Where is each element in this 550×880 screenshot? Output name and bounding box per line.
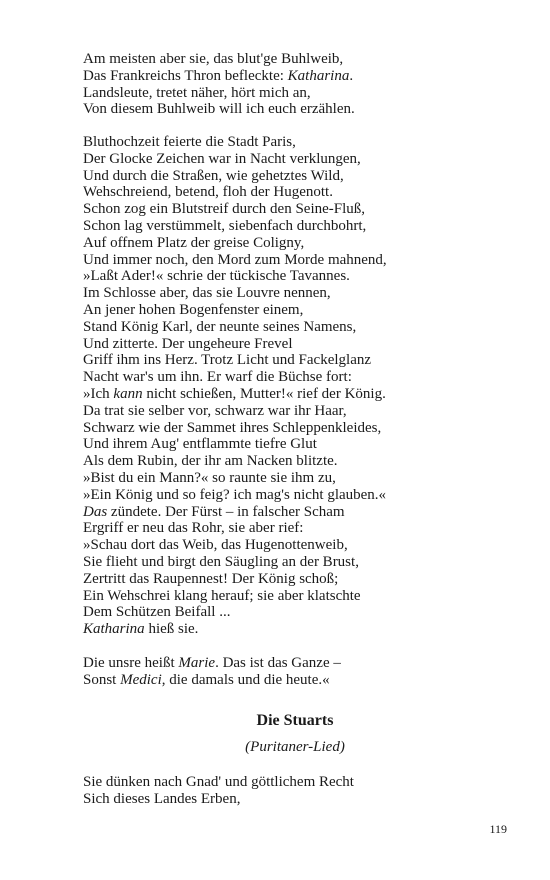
- poem-line: [83, 101, 355, 118]
- poem-line: [83, 554, 387, 571]
- poem-line: [83, 504, 387, 521]
- line-text: Nacht war's um ihn. Er warf die Büchse fort:: [83, 369, 352, 386]
- poem-line: [83, 487, 387, 504]
- page-number: 119: [489, 822, 507, 836]
- poem-line: [83, 319, 387, 336]
- poem-line: [83, 537, 387, 554]
- line-text: Der Glocke Zeichen war in Nacht verklungen,: [83, 150, 361, 167]
- poem-line: [83, 168, 387, 185]
- line-text: Schwarz wie der Sammet ihres Schleppenkleides,: [83, 419, 382, 436]
- line-text: Sie flieht und birgt den Säugling an der Brust,: [83, 553, 359, 570]
- line-text: »Schau dort das Weib, das Hugenottenweib,: [83, 537, 348, 554]
- poem-line: [83, 621, 387, 638]
- poem-line: [83, 774, 354, 791]
- line-text: Die unsre heißt: [83, 655, 179, 671]
- poem-line: [83, 604, 387, 621]
- poem-line: [83, 352, 387, 369]
- poem-line: [83, 369, 387, 386]
- line-text: »Ich: [83, 385, 114, 402]
- line-text: Ergriff er neu das Rohr, sie aber rief:: [83, 520, 304, 537]
- line-text: . Das ist das Ganze –: [215, 655, 341, 671]
- stanza-2: [83, 134, 387, 638]
- line-text: Bluthochzeit feierte die Stadt Paris,: [83, 134, 296, 150]
- line-text: Dem Schützen Beifall ...: [83, 604, 231, 621]
- line-text: Sie dünken nach Gnad' und göttlichem Recht: [83, 774, 354, 790]
- poem-line: [83, 218, 387, 235]
- line-text: Am meisten aber sie, das blut'ge Buhlweib,: [83, 51, 344, 67]
- line-text: .: [349, 67, 354, 84]
- poem-line: [83, 470, 387, 487]
- line-text: Und immer noch, den Mord zum Morde mahnend,: [83, 251, 387, 268]
- poem-line: [83, 252, 387, 269]
- line-text: Griff ihm ins Herz. Trotz Licht und Fackelglanz: [83, 352, 372, 369]
- emphasis-text: Marie: [178, 655, 216, 671]
- line-text: Landsleute, tretet näher, hört mich an,: [83, 84, 311, 101]
- poem-line: [83, 672, 341, 689]
- poem-line: [83, 403, 387, 420]
- line-text: , die damals und die heute.«: [161, 671, 330, 688]
- line-text: Wehschreiend, betend, floh der Hugenott.: [83, 184, 333, 201]
- poem-line: [83, 655, 341, 672]
- emphasis-text: Medici: [120, 671, 162, 688]
- line-text: nicht schießen, Mutter!« rief der König.: [142, 385, 386, 402]
- line-text: »Laßt Ader!« schrie der tückische Tavannes.: [83, 268, 350, 285]
- line-text: An jener hohen Bogenfenster einem,: [83, 301, 304, 318]
- line-text: Zertritt das Raupennest! Der König schoß;: [83, 570, 339, 587]
- poem-line: [83, 201, 387, 218]
- emphasis-text: Katharina: [83, 621, 145, 638]
- poem-line: [83, 68, 355, 85]
- poem-line: [83, 420, 387, 437]
- poem-line: [83, 520, 387, 537]
- stanza-4: [83, 774, 354, 808]
- line-text: Als dem Rubin, der ihr am Nacken blitzte.: [83, 453, 338, 470]
- poem-line: [83, 285, 387, 302]
- line-text: Ein Wehschrei klang herauf; sie aber klatschte: [83, 587, 361, 604]
- emphasis-text: kann: [113, 385, 143, 402]
- emphasis-text: Das: [83, 503, 108, 520]
- poem-line: [83, 791, 354, 808]
- poem-line: [83, 134, 387, 151]
- line-text: Schon zog ein Blutstreif durch den Seine-Fluß,: [83, 201, 366, 218]
- stanza-1: [83, 51, 355, 118]
- line-text: hieß sie.: [144, 621, 199, 638]
- line-text: Von diesem Buhlweib will ich euch erzählen.: [83, 101, 355, 118]
- line-text: Schon lag verstümmelt, siebenfach durchbohrt,: [83, 217, 367, 234]
- poem-line: [83, 235, 387, 252]
- line-text: Und ihrem Aug' entflammte tiefre Glut: [83, 436, 317, 453]
- poem-line: [83, 302, 387, 319]
- poem-line: [83, 588, 387, 605]
- line-text: Im Schlosse aber, das sie Louvre nennen,: [83, 285, 331, 302]
- line-text: »Bist du ein Mann?« so raunte sie ihm zu,: [83, 469, 336, 486]
- line-text: Das Frankreichs Thron befleckte:: [83, 67, 288, 84]
- poem-line: [83, 85, 355, 102]
- line-text: Sich dieses Landes Erben,: [83, 790, 241, 807]
- poem-line: [83, 151, 387, 168]
- poem-line: [83, 336, 387, 353]
- line-text: »Ein König und so feig? ich mag's nicht glauben.«: [83, 486, 387, 503]
- poem-line: [83, 436, 387, 453]
- poem-line: [83, 184, 387, 201]
- poem-line: [83, 453, 387, 470]
- poem-title: Die Stuarts: [256, 712, 334, 729]
- line-text: zündete. Der Fürst – in falscher Scham: [107, 503, 345, 520]
- emphasis-text: Katharina: [287, 67, 350, 84]
- line-text: Stand König Karl, der neunte seines Namens,: [83, 318, 357, 335]
- line-text: Und zitterte. Der ungeheure Frevel: [83, 335, 293, 352]
- stanza-3: [83, 655, 341, 689]
- poem-line: [83, 571, 387, 588]
- poem-line: [83, 51, 355, 68]
- poem-line: [83, 268, 387, 285]
- line-text: Sonst: [83, 671, 121, 688]
- line-text: Und durch die Straßen, wie gehetztes Wild,: [83, 167, 344, 184]
- line-text: Da trat sie selber vor, schwarz war ihr Haar,: [83, 402, 347, 419]
- poem-line: [83, 386, 387, 403]
- line-text: Auf offnem Platz der greise Coligny,: [83, 234, 305, 251]
- poem-subtitle: (Puritaner-Lied): [245, 739, 345, 755]
